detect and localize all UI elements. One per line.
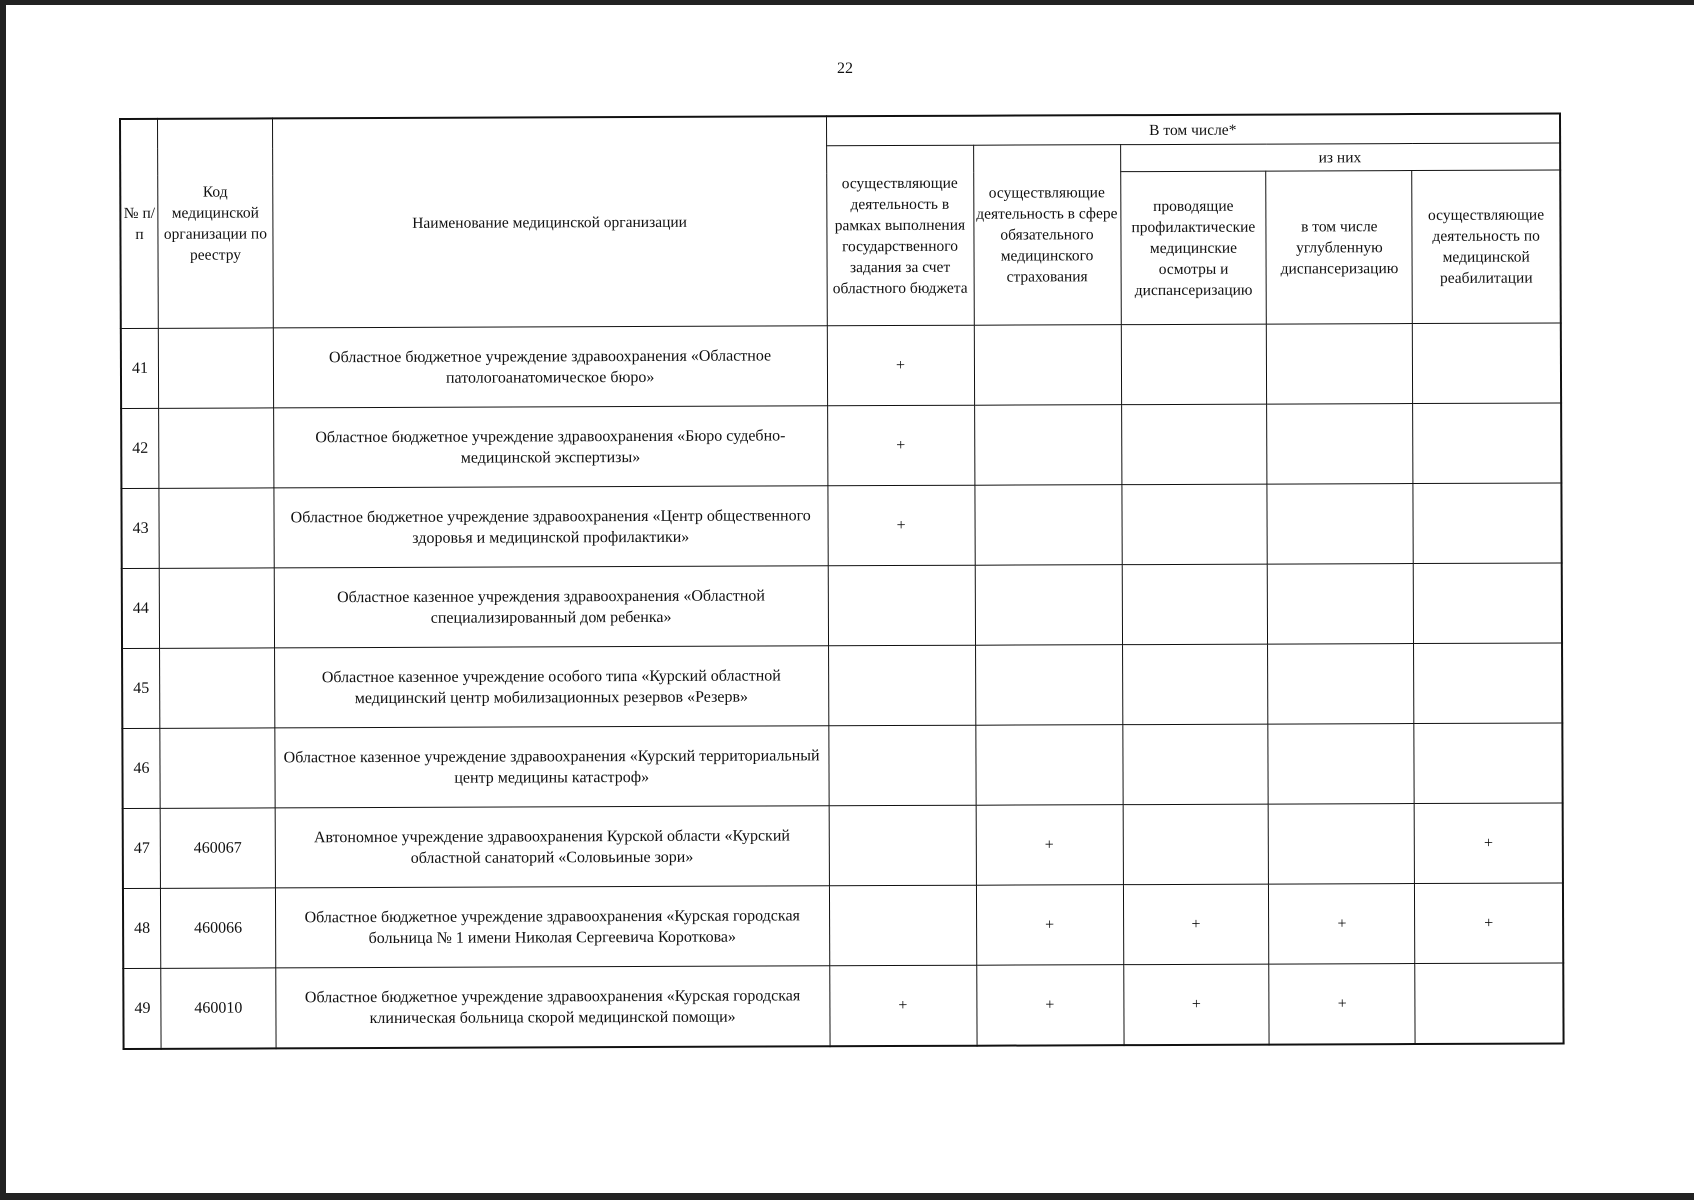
header-including: В том числе* — [826, 113, 1560, 145]
row-org-name: Областное казенное учреждение особого типа «Курский областной медицинский центр мобилизационных резервов «Резерв» — [274, 646, 828, 728]
row-org-name: Областное бюджетное учреждение здравоохранения «Курская городская больница № 1 имени Николая Сергеевича Короткова» — [275, 886, 829, 968]
table-row — [122, 563, 1562, 649]
row-deep-mark — [1267, 324, 1413, 405]
row-org-name: Автономное учреждение здравоохранения Курской области «Курский областной санаторий «Соловьиные зори» — [275, 806, 829, 888]
row-code: 460066 — [161, 888, 276, 968]
table-row — [121, 403, 1561, 489]
row-rehab-mark — [1414, 643, 1562, 724]
header-oms: осуществляющие деятельность в сфере обязательного медицинского страхования — [973, 145, 1121, 326]
header-of-them: из них — [1120, 143, 1560, 172]
header-deep-dispensary: в том числе углубленную диспансеризацию — [1266, 171, 1413, 325]
row-deep-mark — [1268, 644, 1414, 725]
row-code — [159, 568, 274, 648]
row-org-name: Областное казенное учреждения здравоохранения «Областной специализированный дом ребенка» — [274, 566, 828, 648]
row-rehab-mark — [1414, 723, 1562, 804]
scan-border-top — [0, 0, 1694, 5]
row-state-task-mark — [829, 885, 976, 966]
row-prophylactic-mark — [1122, 564, 1268, 645]
row-org-name: Областное бюджетное учреждение здравоохранения «Центр общественного здоровья и медицинской профилактики» — [274, 486, 828, 568]
row-prophylactic-mark — [1123, 804, 1269, 885]
row-number: 45 — [122, 648, 160, 728]
header-rehabilitation: осуществляющие деятельность по медицинской реабилитации — [1412, 170, 1561, 324]
row-code: 460010 — [161, 968, 276, 1049]
row-oms-mark: + — [976, 805, 1123, 886]
row-rehab-mark — [1413, 323, 1561, 404]
row-rehab-mark — [1413, 483, 1561, 564]
row-org-name: Областное бюджетное учреждение здравоохранения «Курская городская клиническая больница скорой медицинской помощи» — [276, 966, 830, 1049]
row-rehab-mark — [1413, 403, 1561, 484]
row-oms-mark — [974, 325, 1121, 406]
row-deep-mark: + — [1269, 964, 1415, 1045]
row-rehab-mark — [1414, 563, 1562, 644]
row-state-task-mark — [829, 805, 976, 886]
row-code — [160, 648, 275, 728]
row-code — [159, 408, 274, 488]
table-row — [122, 643, 1562, 729]
row-oms-mark — [975, 725, 1122, 806]
row-number: 48 — [123, 888, 161, 968]
row-deep-mark: + — [1269, 884, 1415, 965]
row-org-name: Областное бюджетное учреждение здравоохранения «Бюро судебно-медицинской экспертизы» — [273, 406, 827, 488]
scan-border-left — [0, 0, 6, 1200]
row-rehab-mark: + — [1415, 883, 1563, 964]
header-prophylactic: проводящие профилактические медицинские осмотры и диспансеризацию — [1120, 171, 1267, 325]
row-number: 49 — [123, 968, 161, 1049]
row-code — [159, 488, 274, 568]
row-oms-mark: + — [976, 885, 1123, 966]
table-row — [123, 963, 1563, 1049]
row-prophylactic-mark — [1121, 484, 1267, 565]
row-number: 42 — [121, 408, 159, 488]
row-state-task-mark: + — [827, 485, 974, 566]
row-state-task-mark — [828, 565, 975, 646]
row-prophylactic-mark — [1121, 324, 1267, 405]
table-row — [123, 883, 1563, 969]
row-state-task-mark: + — [827, 325, 974, 406]
row-prophylactic-mark — [1122, 724, 1268, 805]
row-number: 47 — [123, 808, 161, 888]
row-rehab-mark: + — [1414, 803, 1562, 884]
row-oms-mark — [975, 565, 1122, 646]
header-number: № п/п — [120, 119, 158, 329]
row-rehab-mark — [1415, 963, 1563, 1044]
row-number: 44 — [122, 568, 160, 648]
table-row — [122, 723, 1562, 809]
row-code: 460067 — [160, 808, 275, 888]
header-state-task: осуществляющие деятельность в рамках выполнения государственного задания за счет областного бюджета — [826, 145, 974, 326]
row-code — [158, 328, 273, 408]
organizations-table — [119, 112, 1565, 1050]
row-state-task-mark: + — [827, 405, 974, 486]
row-org-name: Областное казенное учреждение здравоохранения «Курский территориальный центр медицины катастроф» — [275, 726, 829, 808]
row-deep-mark — [1268, 724, 1414, 805]
row-oms-mark — [975, 645, 1122, 726]
row-state-task-mark — [828, 645, 975, 726]
row-oms-mark — [974, 405, 1121, 486]
row-prophylactic-mark — [1122, 644, 1268, 725]
table-row — [123, 803, 1563, 889]
table-row — [121, 483, 1561, 569]
row-oms-mark — [974, 485, 1121, 566]
table-row — [121, 323, 1561, 409]
row-deep-mark — [1267, 484, 1413, 565]
row-state-task-mark — [828, 725, 975, 806]
row-number: 43 — [121, 488, 159, 568]
row-deep-mark — [1267, 404, 1413, 485]
row-prophylactic-mark — [1121, 404, 1267, 485]
row-number: 46 — [122, 728, 160, 808]
row-prophylactic-mark: + — [1123, 884, 1269, 965]
header-name: Наименование медицинской организации — [272, 116, 826, 328]
page-number: 22 — [837, 60, 853, 77]
row-oms-mark: + — [976, 965, 1123, 1046]
scan-border-bottom — [0, 1193, 1694, 1200]
row-number: 41 — [121, 328, 159, 408]
row-state-task-mark: + — [829, 965, 976, 1046]
row-deep-mark — [1269, 804, 1415, 885]
row-prophylactic-mark: + — [1123, 964, 1269, 1045]
row-org-name: Областное бюджетное учреждение здравоохранения «Областное патологоанатомическое бюро» — [273, 326, 827, 408]
row-deep-mark — [1268, 564, 1414, 645]
row-code — [160, 728, 275, 808]
header-code: Код медицинской организации по реестру — [158, 118, 274, 328]
